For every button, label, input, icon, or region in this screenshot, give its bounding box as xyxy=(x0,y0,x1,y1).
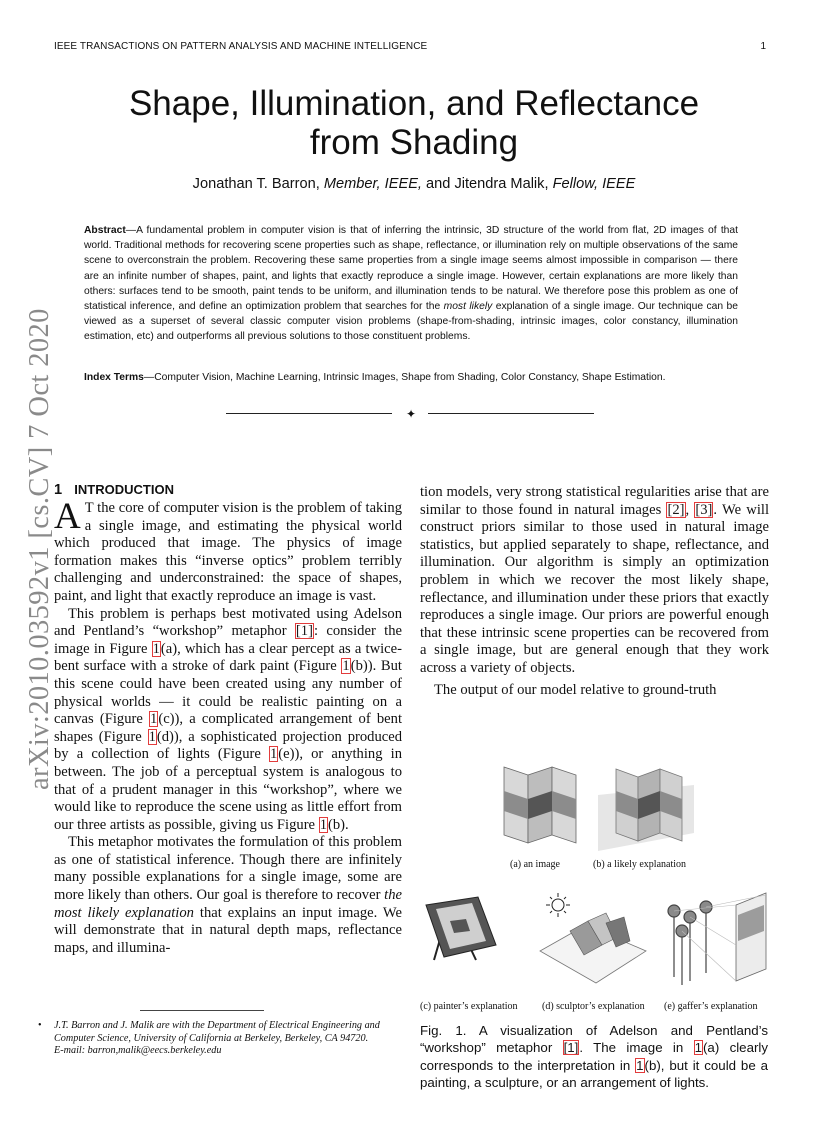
paper-title xyxy=(0,84,828,162)
footnote-affiliation: J.T. Barron and J. Malik are with the Department of Electrical Engineering and Computer Science, University of California at Berkeley, Berkeley, CA 94720. xyxy=(54,1020,380,1044)
text-span: : consider the image in Figure xyxy=(54,623,402,657)
figure-caption-c: (c) painter’s explanation xyxy=(420,1001,518,1012)
figure-d-sculptor xyxy=(540,893,646,983)
figure-a-image xyxy=(504,767,576,843)
left-column xyxy=(54,496,402,957)
text-span: (b). xyxy=(327,816,349,833)
text-span: This problem is perhaps best motivated using Adelson and Pentland’s “workshop” metaphor xyxy=(54,605,402,640)
text-span: This metaphor motivates the formulation of this problem as one of statistical inference. Though there are infinitely many possible explanations for a single image, some are more likely than others. Our goal is therefore to recover xyxy=(54,834,402,904)
figure-c-painter xyxy=(426,897,496,960)
figure-illustrations xyxy=(420,755,780,1015)
citation-link[interactable]: [3] xyxy=(695,501,713,518)
text-span: . We will construct priors similar to those used in natural image statistics, but applied separately to shape, reflectance, and illumination. Our algorithm is simply an optimization problem in which we recover the most likely shape, reflectance, and illumination under these priors that exactly reproduces a single image. Our priors are powerful enough that these intrinsic scene properties can be recovered from a single image, but are general enough that they work across a variety of objects. xyxy=(420,501,770,676)
text-span: (c)), a complicated arrangement of bent shapes (Figure xyxy=(54,711,402,745)
title-line-2: from Shading xyxy=(309,123,519,162)
intro-p1-text: T the core of computer vision is the problem of taking a single image, and estimating the physical world which produced that image. The physics of image formation makes this “inverse optics” problem terribly challenging and underconstrained: the space of shapes, paint, and light that exactly reproduce an image is vast. xyxy=(54,500,402,604)
intro-paragraph-5: The output of our model relative to ground-truth xyxy=(434,681,717,698)
citation-link[interactable]: [1] xyxy=(563,1040,579,1056)
figure-caption-b: (b) a likely explanation xyxy=(593,859,687,870)
figure-caption-d: (d) sculptor’s explanation xyxy=(542,1001,645,1012)
journal-header: IEEE TRANSACTIONS ON PATTERN ANALYSIS AND MACHINE INTELLIGENCE xyxy=(54,41,428,52)
figure-e-gaffer xyxy=(668,893,766,985)
author-line xyxy=(0,176,828,192)
text-span: tion models, very strong statistical regularities arise that are similar to those found in natural images xyxy=(420,484,769,518)
text-span: . The image in xyxy=(579,1040,694,1056)
emphasis-text: the most likely explanation xyxy=(54,887,402,921)
title-line-1: Shape, Illumination, and Reflectance xyxy=(128,84,700,123)
author-and: and Jitendra Malik, xyxy=(421,176,553,192)
figure-link[interactable]: 1 xyxy=(152,640,160,657)
footnote-rule xyxy=(140,1010,264,1011)
figure-link[interactable]: 1 xyxy=(150,711,158,728)
text-span: , xyxy=(685,501,695,518)
abstract-text-2: explanation of a single image. Our technique can be viewed as a superset of several classic computer vision problems (shape-from-shading, intrinsic images, color constancy, illumination estimation, etc) and outperforms all previous solutions to those constituent problems. xyxy=(84,301,738,343)
figure-link[interactable]: 1 xyxy=(342,658,350,675)
intro-paragraph-4 xyxy=(420,484,769,678)
figure-caption-a: (a) an image xyxy=(510,859,560,870)
index-terms-text: —Computer Vision, Machine Learning, Intrinsic Images, Shape from Shading, Color Constancy, Shape Estimation. xyxy=(143,372,666,383)
diamond-icon: ✦ xyxy=(406,407,417,421)
figure-1 xyxy=(420,755,780,1015)
text-span: (d)), a sophisticated projection produced by a collection of lights (Figure xyxy=(54,728,402,763)
arxiv-stamp: arXiv:2010.03592v1 [cs.CV] 7 Oct 2020 xyxy=(24,308,55,790)
abstract-text-1: —A fundamental problem in computer vision is that of inferring the intrinsic, 3D structure of the world from flat, 2D images of that world. Traditional methods for recovering scene properties such as shape, reflectance, or illumination rely on multiple observations of the same scene to overconstrain the problem. Recovering these same properties from a single image seems almost impossible in comparison — there are an infinite number of shapes, paint, and lights that exactly reproduce a single image. However, certain explanations are more likely than others: surfaces tend to be smooth, paint tends to be uniform, and illumination tends to be natural. We therefore pose this problem as one of statistical inference, and define an optimization problem that searches for the xyxy=(84,225,738,313)
abstract xyxy=(84,223,738,345)
abstract-emphasis: most likely xyxy=(443,301,493,313)
section-title: INTRODUCTION xyxy=(74,482,174,497)
author-1-name: Jonathan T. Barron, xyxy=(192,176,324,192)
author-footnote xyxy=(38,1020,402,1058)
text-span: that explains an input image. We will demonstrate that in natural depth maps, reflectance maps, and illumina- xyxy=(54,904,402,956)
footnote-bullet: • xyxy=(38,1020,42,1031)
right-column xyxy=(420,484,769,699)
text-span: Fig. 1. A visualization of Adelson and Pentland’s “workshop” metaphor xyxy=(420,1023,768,1056)
figure-link[interactable]: 1 xyxy=(319,816,327,833)
drop-cap: A xyxy=(54,496,81,537)
text-span: (a), which has a clear percept as a twice-bent surface with a stroke of dark paint (Figure xyxy=(54,640,402,675)
text-span: (b)). But this scene could have been created using any number of physical worlds — it could be realistic painting on a canvas (Figure xyxy=(54,658,402,728)
text-span: (e)), or anything in between. The job of a perceptual system is analogous to that of a prudent manager in this “workshop”, where we would like to reproduce the scene using as little effort from our three artists as possible, giving us Figure xyxy=(54,746,402,833)
footnote-email: E-mail: barron,malik@eecs.berkeley.edu xyxy=(54,1045,222,1056)
index-terms-label: Index Terms xyxy=(84,372,144,383)
intro-paragraph-3 xyxy=(54,834,402,957)
intro-paragraph-1 xyxy=(54,496,402,606)
abstract-label: Abstract xyxy=(84,225,126,236)
figure-link[interactable]: 1 xyxy=(148,728,156,745)
divider-line-left xyxy=(226,413,392,414)
text-span: (b), but it could be a painting, a sculpture, or an arrangement of lights. xyxy=(420,1057,768,1091)
intro-paragraph-2 xyxy=(54,606,402,835)
author-2-role: Fellow, IEEE xyxy=(552,176,636,192)
figure-1-caption xyxy=(420,1022,768,1092)
section-divider xyxy=(226,407,596,421)
author-1-role: Member, IEEE, xyxy=(323,176,422,192)
figure-link[interactable]: 1 xyxy=(694,1040,702,1056)
citation-link[interactable]: [1] xyxy=(295,623,313,640)
index-terms xyxy=(84,372,744,383)
page-number: 1 xyxy=(760,41,766,52)
figure-link[interactable]: 1 xyxy=(270,746,278,763)
figure-b-explanation xyxy=(598,769,694,851)
section-number: 1 xyxy=(54,482,63,498)
citation-link[interactable]: [2] xyxy=(667,501,685,518)
figure-link[interactable]: 1 xyxy=(636,1057,644,1073)
text-span: (a) clearly corresponds to the interpretation in xyxy=(420,1040,768,1073)
figure-caption-e: (e) gaffer’s explanation xyxy=(664,1001,758,1012)
divider-line-right xyxy=(428,413,594,414)
